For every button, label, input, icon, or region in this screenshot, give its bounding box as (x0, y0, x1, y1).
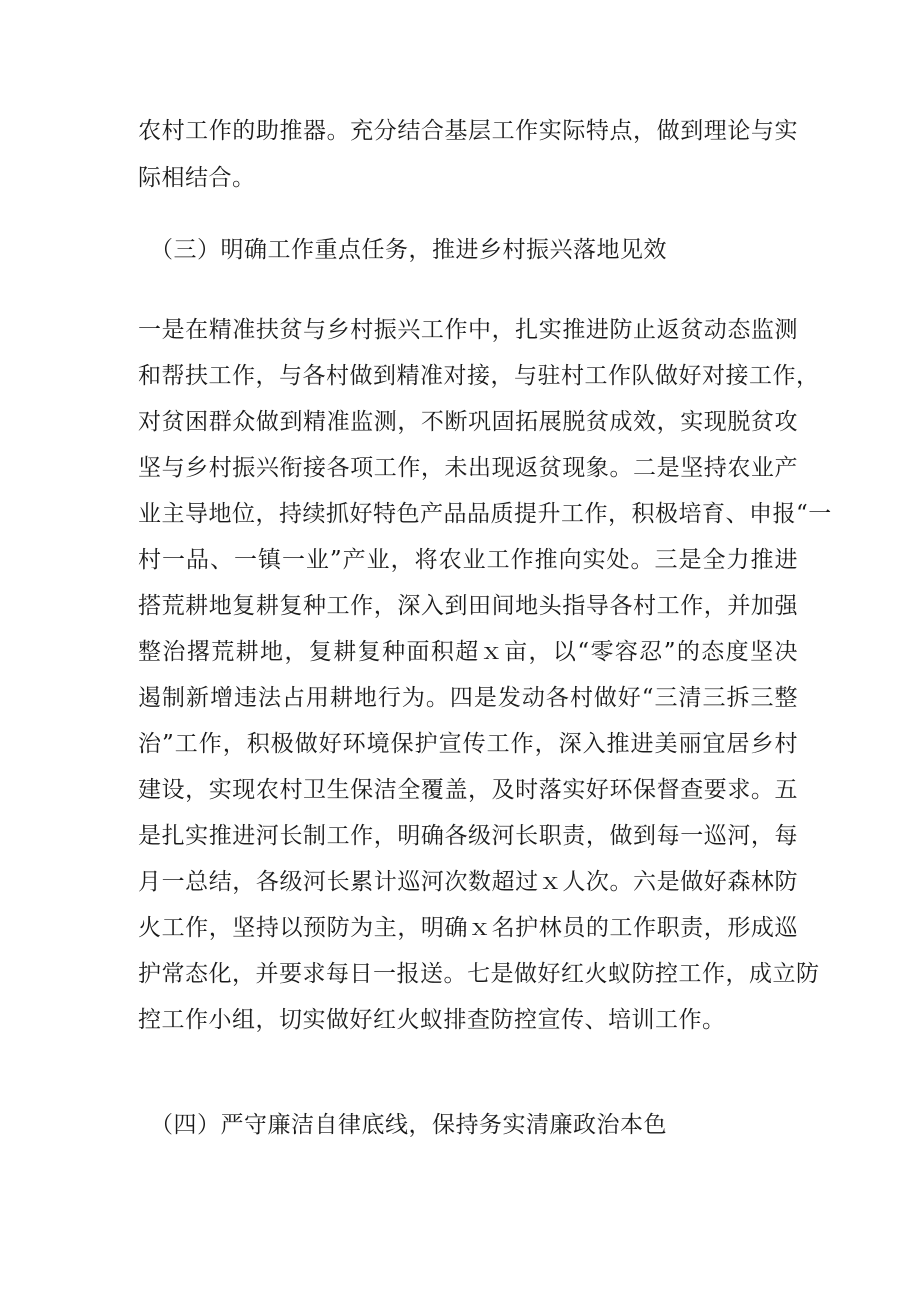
section-three-line-2: 和帮扶工作，与各村做到精准对接，与驻村工作队做好对接工作， (138, 363, 820, 389)
section-three-line-12: 是扎实推进河长制工作，明确各级河长职责，做到每一巡河，每 (138, 823, 798, 849)
section-three-line-10: 治”工作，积极做好环境保护宣传工作，深入推进美丽宜居乡村 (138, 731, 798, 757)
section-three-line-13: 月一总结，各级河长累计巡河次数超过ｘ人次。六是做好森林防 (138, 869, 798, 895)
section-three-line-15: 护常态化，并要求每日一报送。七是做好红火蚁防控工作，成立防 (138, 961, 820, 987)
section-four-heading: （四）严守廉洁自律底线，保持务实清廉政治本色 (150, 1112, 667, 1138)
section-three-heading: （三）明确工作重点任务，推进乡村振兴落地见效 (150, 237, 667, 263)
section-three-line-11: 建设，实现农村卫生保洁全覆盖，及时落实好环保督查要求。五 (138, 777, 798, 803)
section-three-line-9: 遏制新增违法占用耕地行为。四是发动各村做好“三清三拆三整 (138, 685, 798, 711)
section-three-line-1: 一是在精准扶贫与乡村振兴工作中，扎实推进防止返贫动态监测 (138, 317, 798, 343)
section-three-line-4: 坚与乡村振兴衔接各项工作，未出现返贫现象。二是坚持农业产 (138, 455, 798, 481)
intro-line-2: 际相结合。 (138, 165, 256, 191)
section-three-line-16: 控工作小组，切实做好红火蚁排查防控宣传、培训工作。 (138, 1007, 726, 1033)
section-three-line-7: 搭荒耕地复耕复种工作，深入到田间地头指导各村工作，并加强 (138, 593, 798, 619)
section-three-line-3: 对贫困群众做到精准监测，不断巩固拓展脱贫成效，实现脱贫攻 (138, 409, 798, 435)
section-three-line-8: 整治撂荒耕地，复耕复种面积超ｘ亩，以“零容忍”的态度坚决 (138, 639, 798, 665)
intro-line-1: 农村工作的助推器。充分结合基层工作实际特点，做到理论与实 (138, 118, 798, 144)
section-three-line-5: 业主导地位，持续抓好特色产品品质提升工作，积极培育、申报“一 (138, 501, 832, 527)
section-three-line-6: 村一品、一镇一业”产业，将农业工作推向实处。三是全力推进 (138, 547, 798, 573)
section-three-line-14: 火工作，坚持以预防为主，明确ｘ名护林员的工作职责，形成巡 (138, 915, 798, 941)
